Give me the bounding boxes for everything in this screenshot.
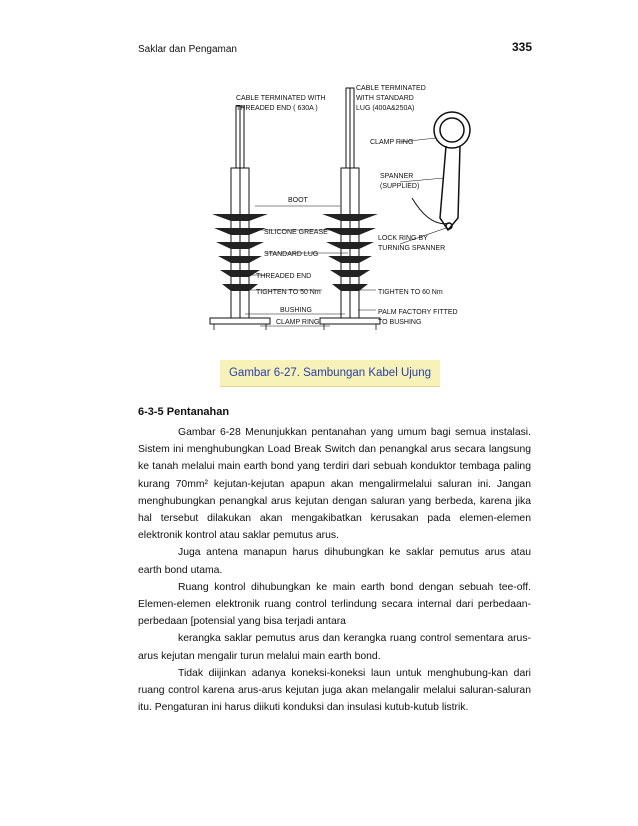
figure-caption: Gambar 6-27. Sambungan Kabel Ujung (228, 367, 431, 379)
paragraph: Gambar 6-28 Menunjukkan pentanahan yang umum bagi semua instalasi. Sistem ini menghubungkan Load Break Switch dan penangkal arus secara langsung ke tanah melalui main earth bond yang terdiri dari sebuah konduktor tembaga paling kurang 70mm² kejutan-kejutan apapun akan mengalirmelalui saluran ini. Jangan menghubungkan penangkal arus kejutan dengan saluran yang berbeda, karena jika hal tersebut dilakukan akan mengakibatkan kerusakan pada elemen-elemen elektronik kontrol atau saklar pemutus arus. (138, 427, 531, 542)
running-header: Saklar dan Pengaman (138, 44, 237, 55)
label-bushing: BUSHING (280, 307, 312, 314)
page-number: 335 (511, 40, 532, 54)
label-lock-ring-1: LOCK RING BY (378, 235, 428, 242)
label-cable-threaded-2: THREADED END ( 630A ) (236, 105, 318, 112)
label-standard-lug: STANDARD LUG (264, 251, 319, 258)
label-spanner-1: SPANNER (380, 173, 414, 180)
label-threaded-end: THREADED END (256, 273, 312, 280)
paragraph: Tidak diijinkan adanya koneksi-koneksi laun untuk menghubung-kan dari ruang control karena arus-arus kejutan juga akan melangalir melalui saluran-saluran itu. Pengaturan ini harus diikuti konduksi dan insulasi kutub-kutub listrik. (138, 667, 531, 714)
label-palm-factory-2: TO BUSHING (378, 319, 422, 326)
section-heading: 6-3-5 Pentanahan (138, 406, 230, 418)
paragraph: kerangka saklar pemutus arus dan kerangka ruang control sementara arus-arus kejutan mengalir turun melalui main earth bond. (138, 633, 531, 662)
label-boot: BOOT (288, 197, 308, 204)
label-lock-ring-2: TURNING SPANNER (378, 245, 446, 252)
label-palm-factory-1: PALM FACTORY FITTED (378, 309, 458, 316)
label-tighten-50: TIGHTEN TO 50 Nm (256, 289, 321, 296)
spanner-illustration (412, 112, 470, 230)
label-cable-standard-2: WITH STANDARD (356, 95, 414, 102)
label-spanner-2: (SUPPLIED) (380, 183, 420, 190)
diagram-svg (200, 78, 480, 356)
figure-caption-box (220, 360, 440, 387)
paragraph: Ruang kontrol dihubungkan ke main earth bond dengan sebuah tee-off. Elemen-elemen elektronik ruang control terlindung secara internal dari perbedaan-perbedaan [potensial yang bisa terjadi antara (138, 581, 531, 628)
label-clamp-ring-bottom: CLAMP RING (276, 319, 320, 326)
label-cable-standard-1: CABLE TERMINATED (356, 85, 426, 92)
label-clamp-ring-top: CLAMP RING (370, 139, 414, 146)
body-text (138, 424, 531, 716)
label-cable-threaded-1: CABLE TERMINATED WITH (236, 95, 326, 102)
label-silicone: SILICONE GREASE (264, 229, 328, 236)
cable-termination-diagram (200, 78, 480, 356)
paragraph: Juga antena manapun harus dihubungkan ke saklar pemutus arus atau earth bond utama. (138, 547, 531, 576)
label-tighten-60: TIGHTEN TO 60 Nm (378, 289, 443, 296)
label-cable-standard-3: LUG (400A&250A) (356, 105, 415, 112)
